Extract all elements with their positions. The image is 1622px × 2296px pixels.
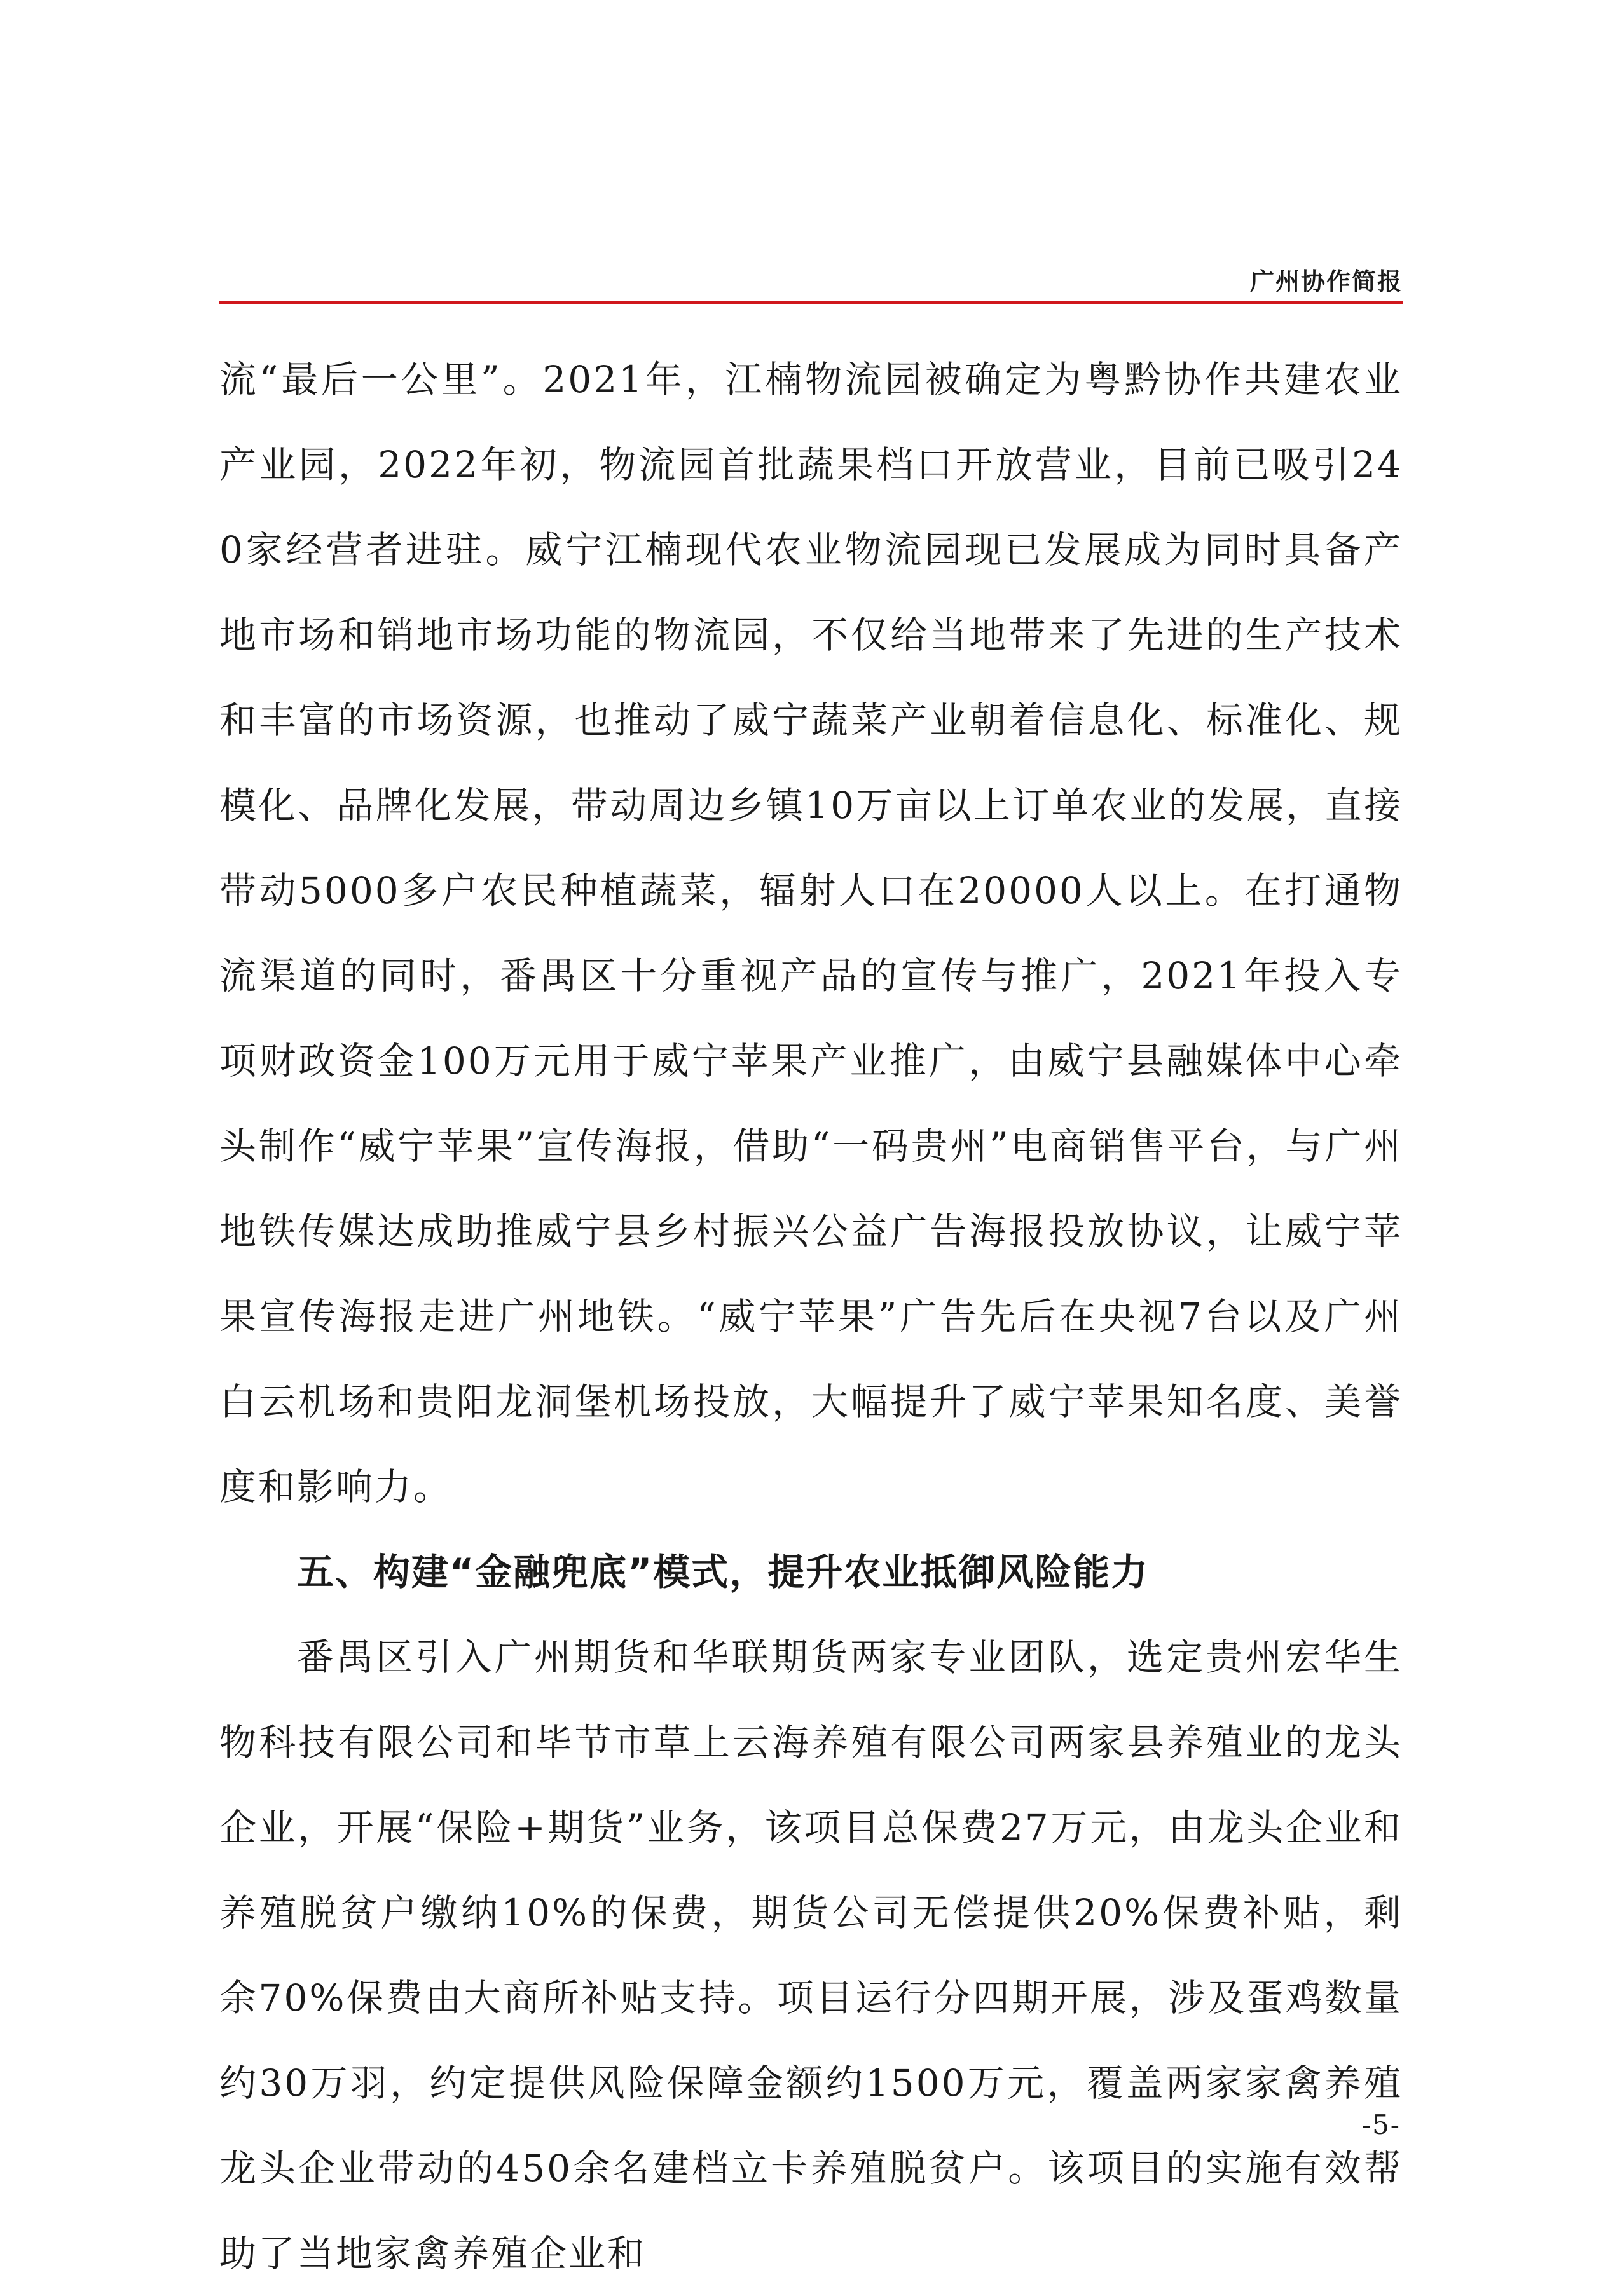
header-divider [219,301,1403,304]
body-paragraph-insurance-futures: 番禺区引入广州期货和华联期货两家专业团队，选定贵州宏华生物科技有限公司和毕节市草上云海养殖有限公司两家县养殖业的龙头企业，开展“保险+期货”业务，该项目总保费27万元，由龙头企业和养殖脱贫户缴纳10%的保费，期货公司无偿提供20%保费补贴，剩余70%保费由大商所补贴支持。项目运行分四期开展，涉及蛋鸡数量约30万羽，约定提供风险保障金额约1500万元，覆盖两家家禽养殖龙头企业带动的450余名建档立卡养殖脱贫户。该项目的实施有效帮助了当地家禽养殖企业和 [219,1636,1403,2275]
section-heading-finance: 五、构建“金融兜底”模式，提升农业抵御风险能力 [297,1550,1150,1594]
body-paragraph-logistics: 流“最后一公里”。2021年，江楠物流园被确定为粤黔协作共建农业产业园，2022年初，物流园首批蔬果档口开放营业，目前已吸引240家经营者进驻。威宁江楠现代农业物流园现已发展成为同时具备产地市场和销地市场功能的物流园，不仅给当地带来了先进的生产技术和丰富的市场资源，也推动了威宁蔬菜产业朝着信息化、标准化、规模化、品牌化发展，带动周边乡镇10万亩以上订单农业的发展，直接带动5000多户农民种植蔬菜，辐射人口在20000人以上。在打通物流渠道的同时，番禺区十分重视产品的宣传与推广，2021年投入专项财政资金100万元用于威宁苹果产业推广，由威宁县融媒体中心牵头制作“威宁苹果”宣传海报，借助“一码贵州”电商销售平台，与广州地铁传媒达成助推威宁县乡村振兴公益广告海报投放协议，让威宁苹果宣传海报走进广州地铁。“威宁苹果”广告先后在央视7台以及广州白云机场和贵阳龙洞堡机场投放，大幅提升了威宁苹果知名度、美誉度和影响力。 [219,358,1403,1508]
document-body [219,337,1403,2296]
publication-title: 广州协作简报 [1249,268,1403,296]
page-number: -5- [1361,2109,1401,2140]
